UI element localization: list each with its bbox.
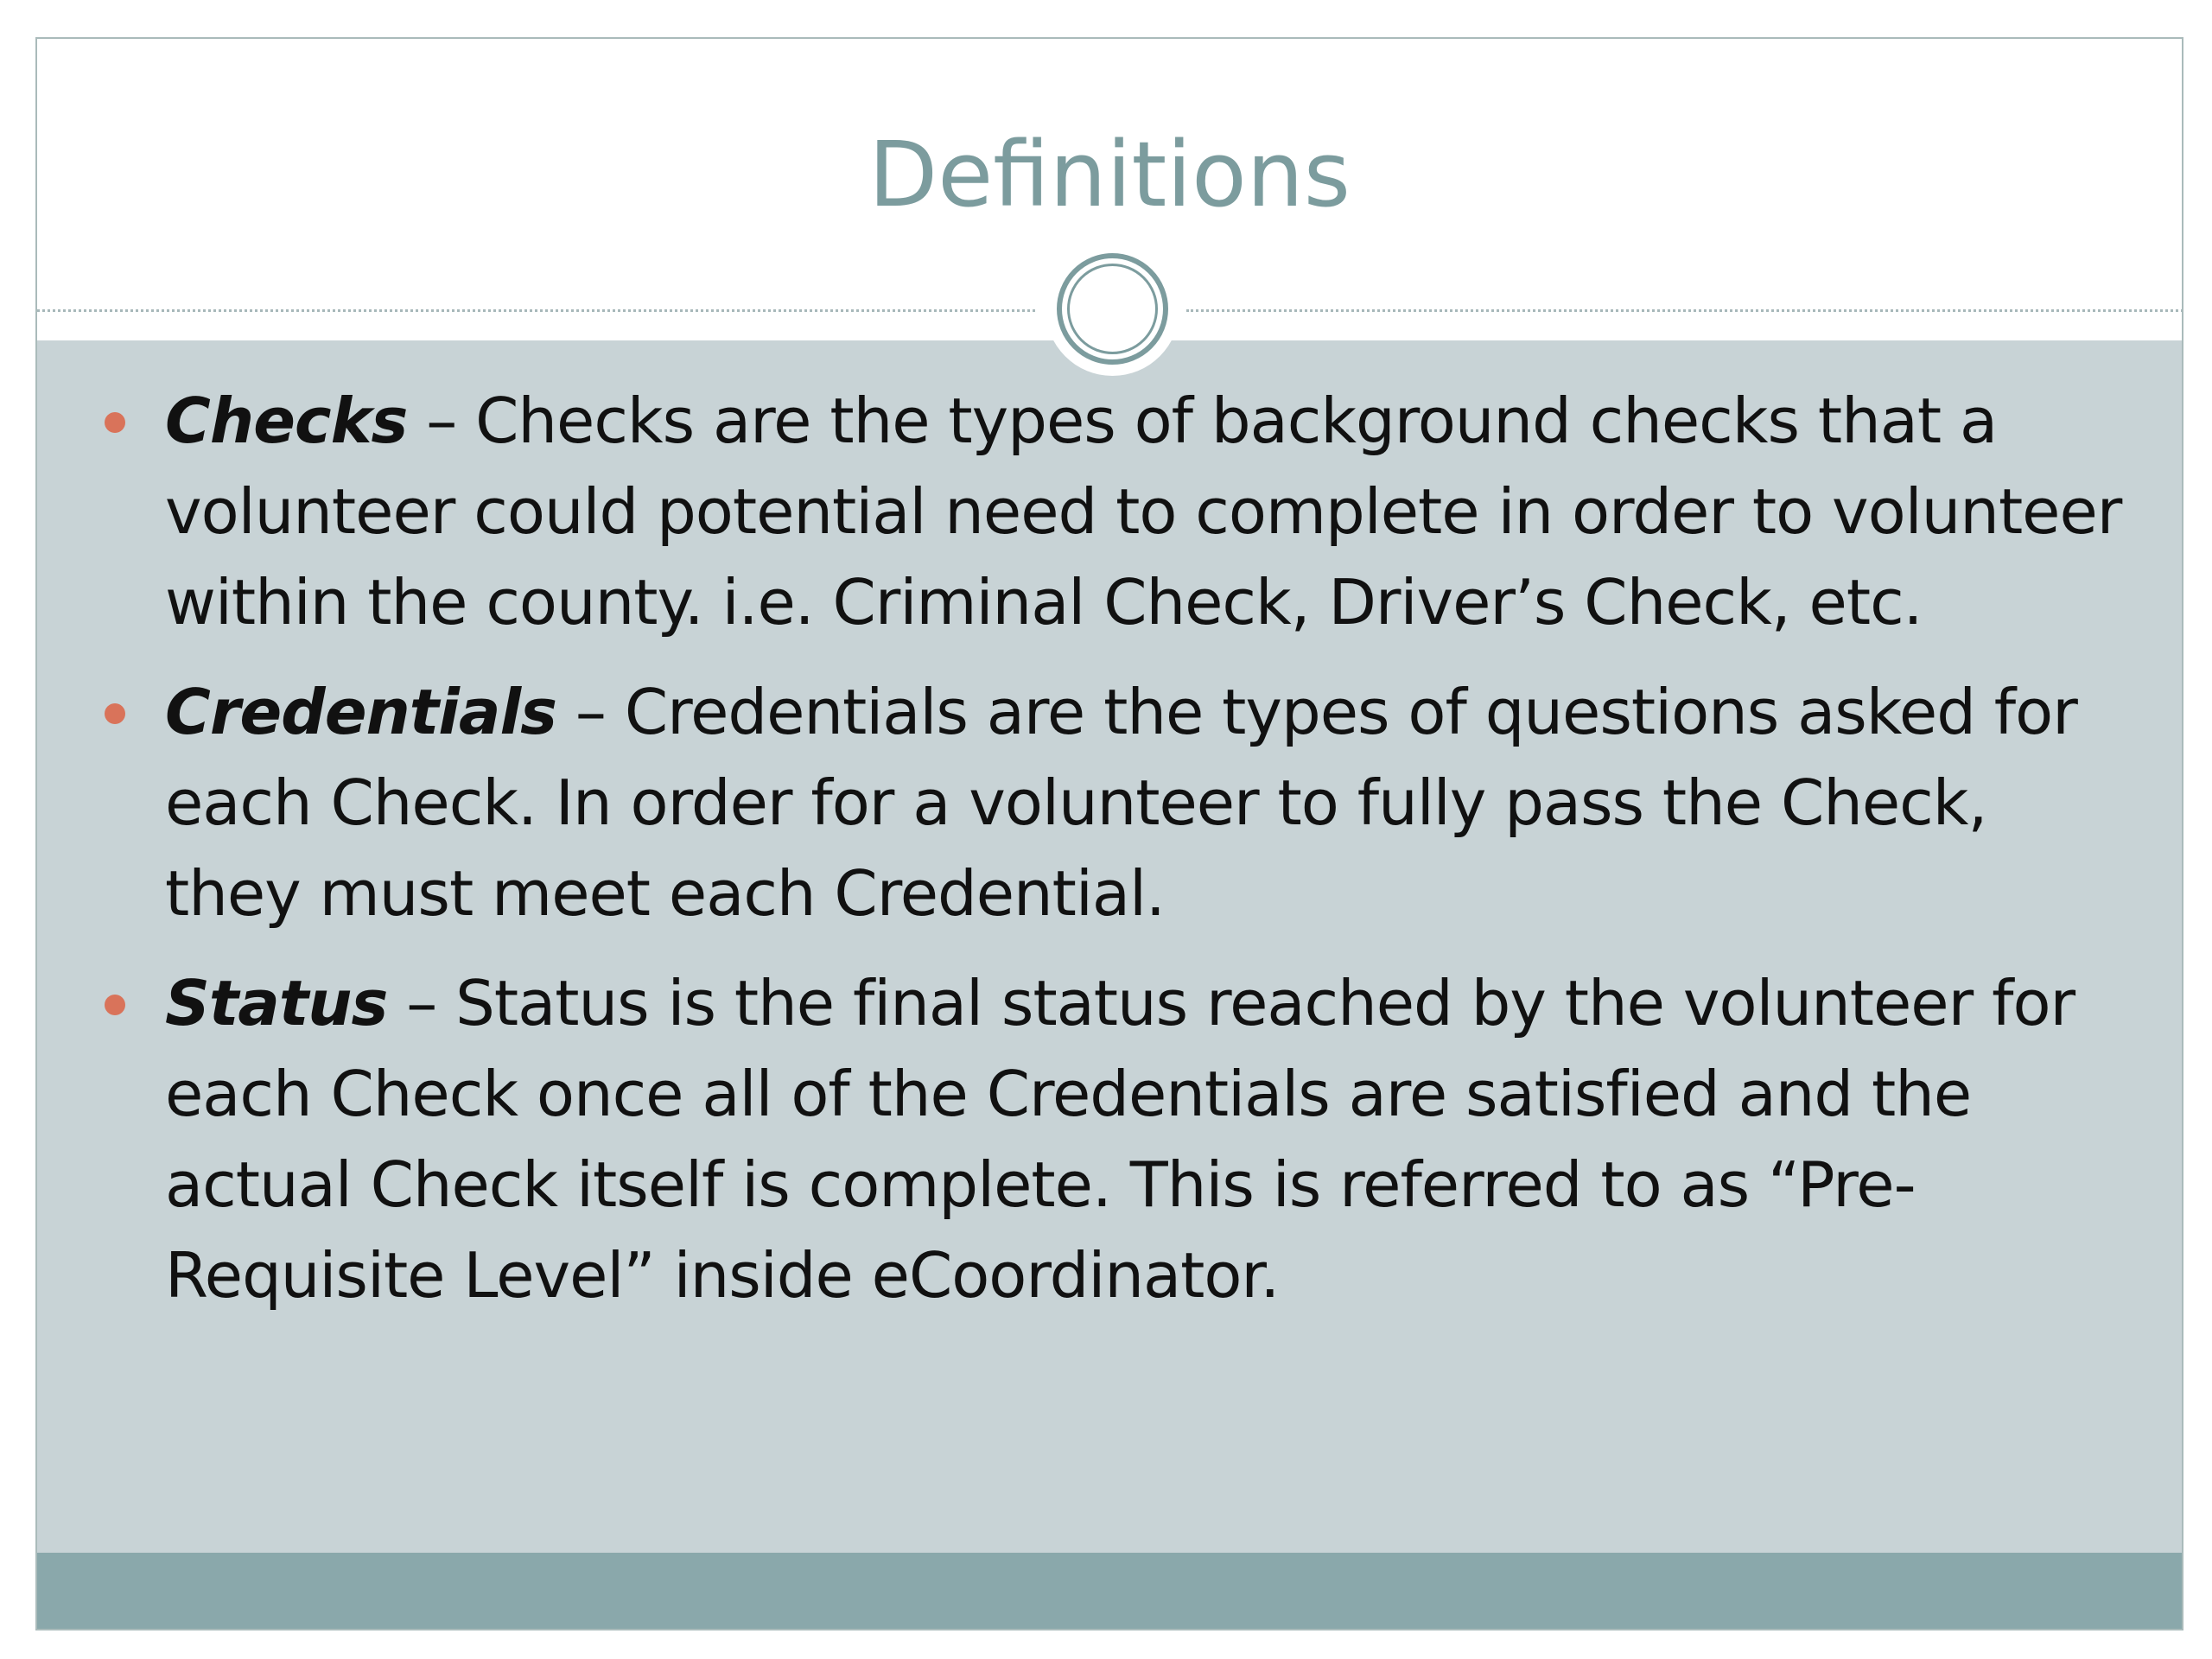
definition-credentials: Credentials are the types of questions asked for each Check. In order for a volunteer to fully pass the Check, they must meet each Credential.	[165, 676, 2077, 930]
list-item-status	[37, 958, 2182, 1321]
title-divider-right	[1186, 309, 2183, 312]
footer-bar	[37, 1553, 2182, 1630]
slide-title: Definitions	[868, 122, 1351, 227]
term-checks: Checks	[165, 385, 408, 457]
list-item-checks	[37, 376, 2182, 648]
term-separator: –	[407, 385, 476, 457]
circle-ornament-icon	[1057, 253, 1168, 365]
title-divider-left	[37, 309, 1035, 312]
definition-status: Status is the final status reached by the volunteer for each Check once all of the Credentials are satisfied and the actual Check itself is complete. This is referred to as “Pre-Requisite Level” inside eCoordinator.	[165, 967, 2075, 1312]
list-item-credentials	[37, 667, 2182, 939]
definition-checks: Checks are the types of background checks that a volunteer could potential need to complete in order to volunteer within the county. i.e. Criminal Check, Driver’s Check, etc.	[165, 385, 2122, 639]
bullet-dot-icon	[105, 995, 125, 1015]
slide	[35, 37, 2183, 1630]
bullet-dot-icon	[105, 412, 125, 433]
term-status: Status	[165, 967, 388, 1039]
term-credentials: Credentials	[165, 676, 557, 748]
bullet-dot-icon	[105, 703, 125, 724]
definitions-list	[37, 376, 2182, 1340]
term-separator: –	[387, 967, 456, 1039]
term-separator: –	[556, 676, 625, 748]
